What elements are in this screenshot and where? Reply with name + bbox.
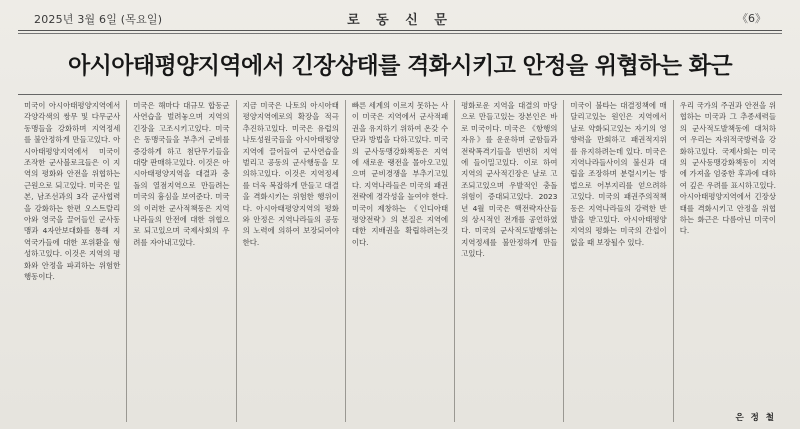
article-column-3: 지금 미국은 나토의 아시아태평양지역에로의 확장을 적극 추진하고있다. 미국은 유럽의 나토성원국들을 아시아태평양지역에 끌어들여 군사연습을 벌리고 공동의 군사행동을 모의하고있다. 이것은 지역정세를 더욱 복잡하게 만들고 대결을 격화시키는 위험한 행위이다. 아시아태평양지역의 평화와 안정은 지역나라들의 공동의 노력에 의하여 보장되여야 한다. [237, 100, 346, 422]
article-byline: 은 정 철 [731, 411, 776, 423]
headline-rule [18, 94, 782, 95]
article-column-6: 미국이 불타는 대결정책에 매달리고있는 원인은 지역에서 날로 약화되고있는 자기의 영향력을 만회하고 패권적지위를 유지하려는데 있다. 미국은 지역나라들사이의 불신과 대립을 조장하며 분렬시키는 방법으로 어부지리를 얻으려하고있다. 미국의 패권주의적책동은 지역나라들의 강력한 반발을 받고있다. 아시아태평양지역의 평화는 미국의 간섭이 없을 때 보장될수 있다. [564, 100, 673, 422]
page-number: 《6》 [737, 12, 766, 25]
article-column-1: 미국이 아시아태평양지역에서 각양각색의 쌍무 및 다무군사동맹들을 강화하며 지역정세를 불안정하게 만들고있다. 아시아태평양지역에서 미국이 조작한 군사블로크들은 이 지역의 평화와 안전을 위협하는 근원으로 되고있다. 미국은 일본, 남조선과의 3각 군사협력을 강화하는 한편 오스트랄리아와 영국을 끌어들인 군사동맹과 4자안보대화를 통해 지역국가들에 대한 포위환을 형성하고있다. 이것은 지역의 평화와 안정을 파괴하는 위험한 행동이다. [18, 100, 127, 422]
article-column-4: 빠른 세계의 이르지 못하는 사이 미국은 지역에서 군사적패권을 유지하기 위하여 온갖 수단과 방법을 다하고있다. 미국의 군사동맹강화책동은 지역에 새로운 랭전을 몰아오고있으며 군비경쟁을 부추기고있다. 지역나라들은 미국의 패권전략에 경각성을 높여야 한다. 미국이 제창하는 《인디아태평양전략》의 본질은 지역에 대한 지배권을 확립하려는것이다. [346, 100, 455, 422]
masthead [0, 0, 800, 34]
issue-date: 2025년 3월 6일 (목요일) [34, 13, 163, 26]
newspaper-name: 로 동 신 문 [347, 13, 453, 28]
article-column-5: 평화로운 지역을 대결의 마당으로 만들고있는 장본인은 바로 미국이다. 미국은 《항행의 자유》를 운운하며 군함들과 전략폭격기들을 빈번히 지역에 들이밀고있다. 이로 하여 지역의 군사적긴장은 날로 고조되고있으며 우발적인 충돌위험이 증대되고있다. 2023년 4월 미국은 핵전략자산들의 상시적인 전개를 공언하였다. 미국의 군사적도발행위는 지역정세를 불안정하게 만들고있다. [455, 100, 564, 422]
article-body [18, 100, 782, 422]
masthead-rule-thin [18, 33, 782, 34]
article-headline: 아시아태평양지역에서 긴장상태를 격화시키고 안정을 위협하는 화근 [68, 53, 732, 79]
article-column-2: 미국은 해마다 대규모 합동군사연습을 벌려놓으며 지역의 긴장을 고조시키고있다. 미국은 동맹국들을 부추겨 군비를 증강하게 하고 첨단무기들을 대량 판매하고있다. 이것은 아시아태평양지역을 대결과 충돌의 열점지역으로 만들려는 미국의 흉심을 보여준다. 미국의 이러한 군사적책동은 지역나라들의 안전에 대한 위협으로 되고있으며 국제사회의 우려를 자아내고있다. [127, 100, 236, 422]
article-column-7: 우리 국가의 주권과 안전을 위협하는 미국과 그 추종세력들의 군사적도발책동에 대처하여 우리는 자위적국방력을 강화하고있다. 국제사회는 미국의 군사동맹강화책동이 지역에 가져올 엄중한 후과에 대하여 깊은 우려를 표시하고있다. 아시아태평양지역에서 긴장상태를 격화시키고 안정을 위협하는 화근은 다름아닌 미국이다. [679, 101, 776, 236]
masthead-rule [18, 30, 782, 31]
